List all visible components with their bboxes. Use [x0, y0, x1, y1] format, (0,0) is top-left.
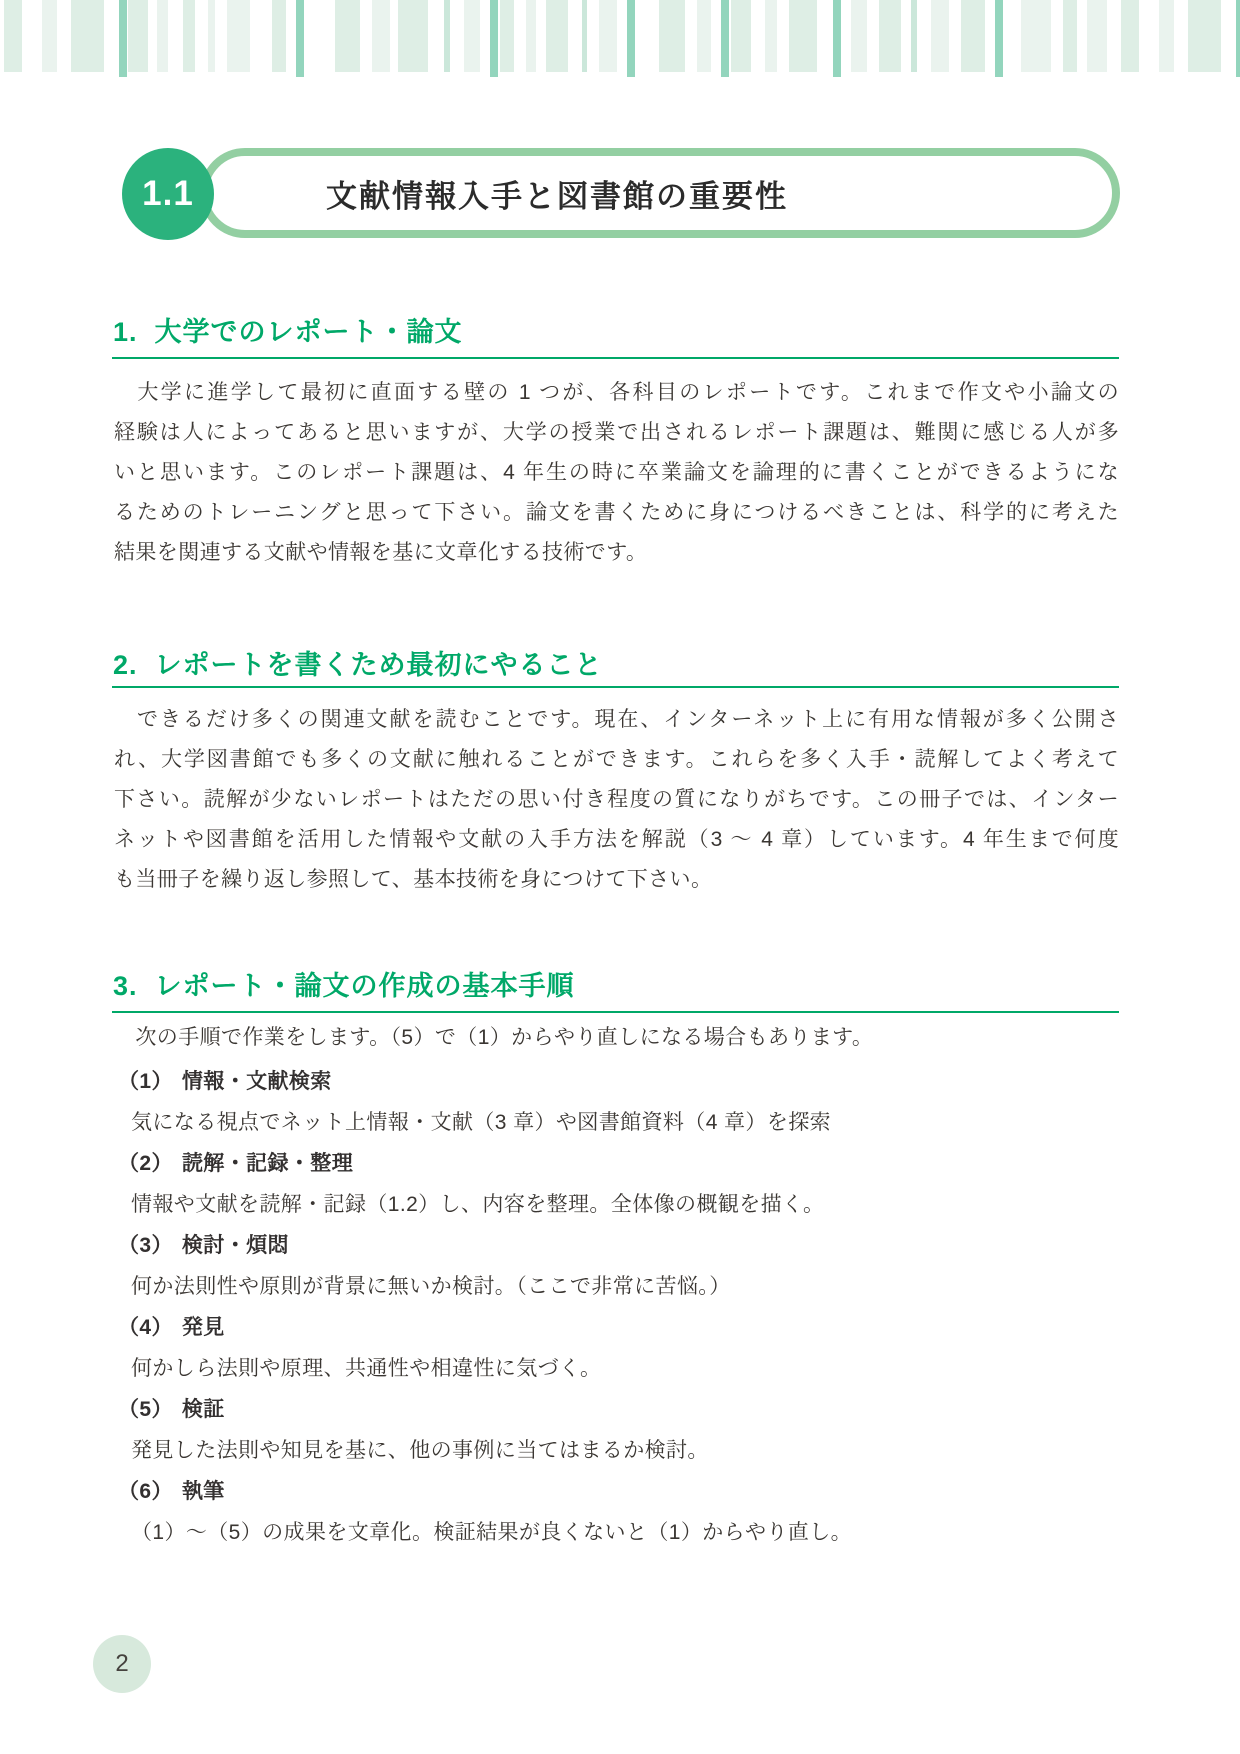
page-number-badge — [93, 1635, 151, 1693]
step-description: 発見した法則や知見を基に、他の事例に当てはまるか検討。 — [131, 1439, 709, 1462]
stripe-decoration — [296, 0, 304, 77]
heading-underline — [112, 357, 1119, 359]
paragraph-line: 経験は人によってあると思いますが、大学の授業で出されるレポート課題は、難関に感じる人が多 — [114, 421, 1119, 444]
step-label: （6） — [118, 1480, 173, 1503]
stripe-decoration — [500, 0, 514, 72]
stripe-decoration — [119, 0, 127, 77]
paragraph-line: も当冊子を繰り返し参照して、基本技術を身につけて下さい。 — [114, 868, 713, 891]
step-name: 読解・記録・整理 — [181, 1152, 354, 1175]
stripe-decoration — [911, 0, 917, 72]
heading-text: レポートを書くため最初にやること — [154, 650, 603, 680]
section-title-pill — [200, 148, 1120, 238]
step-label: （5） — [118, 1398, 173, 1421]
heading-number: 1. — [113, 317, 138, 347]
page-title: 文献情報入手と図書館の重要性 — [326, 178, 788, 214]
stripe-decoration — [157, 0, 168, 72]
stripe-decoration — [490, 0, 498, 77]
stripe-decoration — [627, 0, 635, 77]
section-title-banner — [112, 138, 1128, 244]
heading-section-1 — [113, 310, 1119, 349]
procedure-step-list — [118, 1061, 1123, 1553]
stripe-decoration — [879, 0, 901, 72]
stripe-decoration — [42, 0, 57, 72]
step-description: 何かしら法則や原理、共通性や相違性に気づく。 — [131, 1357, 602, 1380]
paragraph-line: るためのトレーニングと思って下さい。論文を書くために身につけるべきことは、科学的に考えた — [114, 501, 1119, 524]
paragraph-line: 結果を関連する文献や情報を基に文章化する技術です。 — [114, 541, 648, 564]
stripe-decoration — [995, 0, 1003, 77]
stripe-decoration — [1121, 0, 1139, 72]
stripe-decoration — [335, 0, 360, 72]
stripe-decoration — [1236, 0, 1240, 77]
step-name: 情報・文献検索 — [181, 1070, 332, 1093]
stripe-decoration — [697, 0, 711, 72]
header-stripes-decoration — [0, 0, 1240, 80]
stripe-decoration — [599, 0, 617, 72]
stripe-decoration — [833, 0, 841, 77]
step-name: 執筆 — [181, 1480, 225, 1503]
step-title — [118, 1061, 1123, 1102]
stripe-decoration — [183, 0, 195, 72]
heading-underline — [112, 686, 1119, 688]
heading-text: 大学でのレポート・論文 — [154, 317, 463, 347]
step-title — [118, 1389, 1123, 1430]
page-number: 2 — [115, 1650, 129, 1677]
step-title — [118, 1471, 1123, 1512]
heading-text: レポート・論文の作成の基本手順 — [154, 971, 575, 1001]
stripe-decoration — [961, 0, 985, 72]
stripe-decoration — [1188, 0, 1221, 72]
step-name: 発見 — [181, 1316, 225, 1339]
stripe-decoration — [1159, 0, 1174, 72]
step-description: 気になる視点でネット上情報・文献（3 章）や図書館資料（4 章）を探索 — [131, 1111, 832, 1134]
stripe-decoration — [272, 0, 286, 72]
paragraph-line: れ、大学図書館でも多くの文献に触れることができます。これらを多く入手・読解してよく考えて — [114, 748, 1119, 771]
paragraph-line: 下さい。読解が少ないレポートはただの思い付き程度の質になりがちです。この冊子では、インター — [114, 788, 1119, 811]
step-title — [118, 1143, 1123, 1184]
stripe-decoration — [731, 0, 751, 72]
stripe-decoration — [931, 0, 949, 72]
stripe-decoration — [464, 0, 480, 72]
heading-number: 2. — [113, 650, 138, 680]
stripe-decoration — [372, 0, 390, 72]
step-label: （4） — [118, 1316, 173, 1339]
section-number-badge — [122, 148, 214, 240]
stripe-decoration — [851, 0, 867, 72]
stripe-decoration — [546, 0, 568, 72]
stripe-decoration — [765, 0, 777, 72]
step-label: （2） — [118, 1152, 173, 1175]
stripe-decoration — [526, 0, 536, 72]
stripe-decoration — [444, 0, 450, 72]
stripe-decoration — [721, 0, 729, 77]
stripe-decoration — [71, 0, 104, 72]
stripe-decoration — [659, 0, 685, 72]
stripe-decoration — [1087, 0, 1107, 72]
heading-number: 3. — [113, 971, 138, 1001]
stripe-decoration — [398, 0, 428, 72]
paragraph-section-2 — [114, 700, 1119, 900]
stripe-decoration — [1021, 0, 1051, 72]
paragraph-line: いと思います。このレポート課題は、4 年生の時に卒業論文を論理的に書くことができるようにな — [114, 461, 1119, 484]
step-title — [118, 1225, 1123, 1266]
heading-section-2 — [113, 643, 1119, 682]
paragraph-line: ネットや図書館を活用した情報や文献の入手方法を解説（3 ～ 4 章）しています。4 年生まで何度 — [114, 828, 1119, 851]
step-label: （1） — [118, 1070, 173, 1093]
section-3-intro: 次の手順で作業をします。（5）で（1）からやり直しになる場合もあります。 — [114, 1026, 874, 1049]
step-description: 何か法則性や原則が背景に無いか検討。（ここで非常に苦悩。） — [131, 1275, 731, 1298]
section-number: 1.1 — [142, 174, 194, 213]
stripe-decoration — [1063, 0, 1077, 72]
stripe-decoration — [128, 0, 148, 72]
heading-underline — [112, 1011, 1119, 1013]
stripe-decoration — [4, 0, 22, 72]
heading-section-3 — [113, 964, 1119, 1003]
step-title — [118, 1307, 1123, 1348]
paragraph-line: 大学に進学して最初に直面する壁の 1 つが、各科目のレポートです。これまで作文や小論文の — [114, 381, 1119, 404]
stripe-decoration — [227, 0, 250, 72]
stripe-decoration — [582, 0, 587, 72]
stripe-decoration — [789, 0, 817, 72]
stripe-decoration — [208, 0, 215, 72]
step-description: 情報や文献を読解・記録（1.2）し、内容を整理。全体像の概観を描く。 — [131, 1193, 825, 1216]
paragraph-section-1 — [114, 373, 1119, 573]
step-name: 検証 — [181, 1398, 225, 1421]
step-name: 検討・煩悶 — [181, 1234, 289, 1257]
step-description: （1）～（5）の成果を文章化。検証結果が良くないと（1）からやり直し。 — [131, 1521, 853, 1544]
paragraph-line: できるだけ多くの関連文献を読むことです。現在、インターネット上に有用な情報が多く公開さ — [114, 708, 1119, 731]
step-label: （3） — [118, 1234, 173, 1257]
